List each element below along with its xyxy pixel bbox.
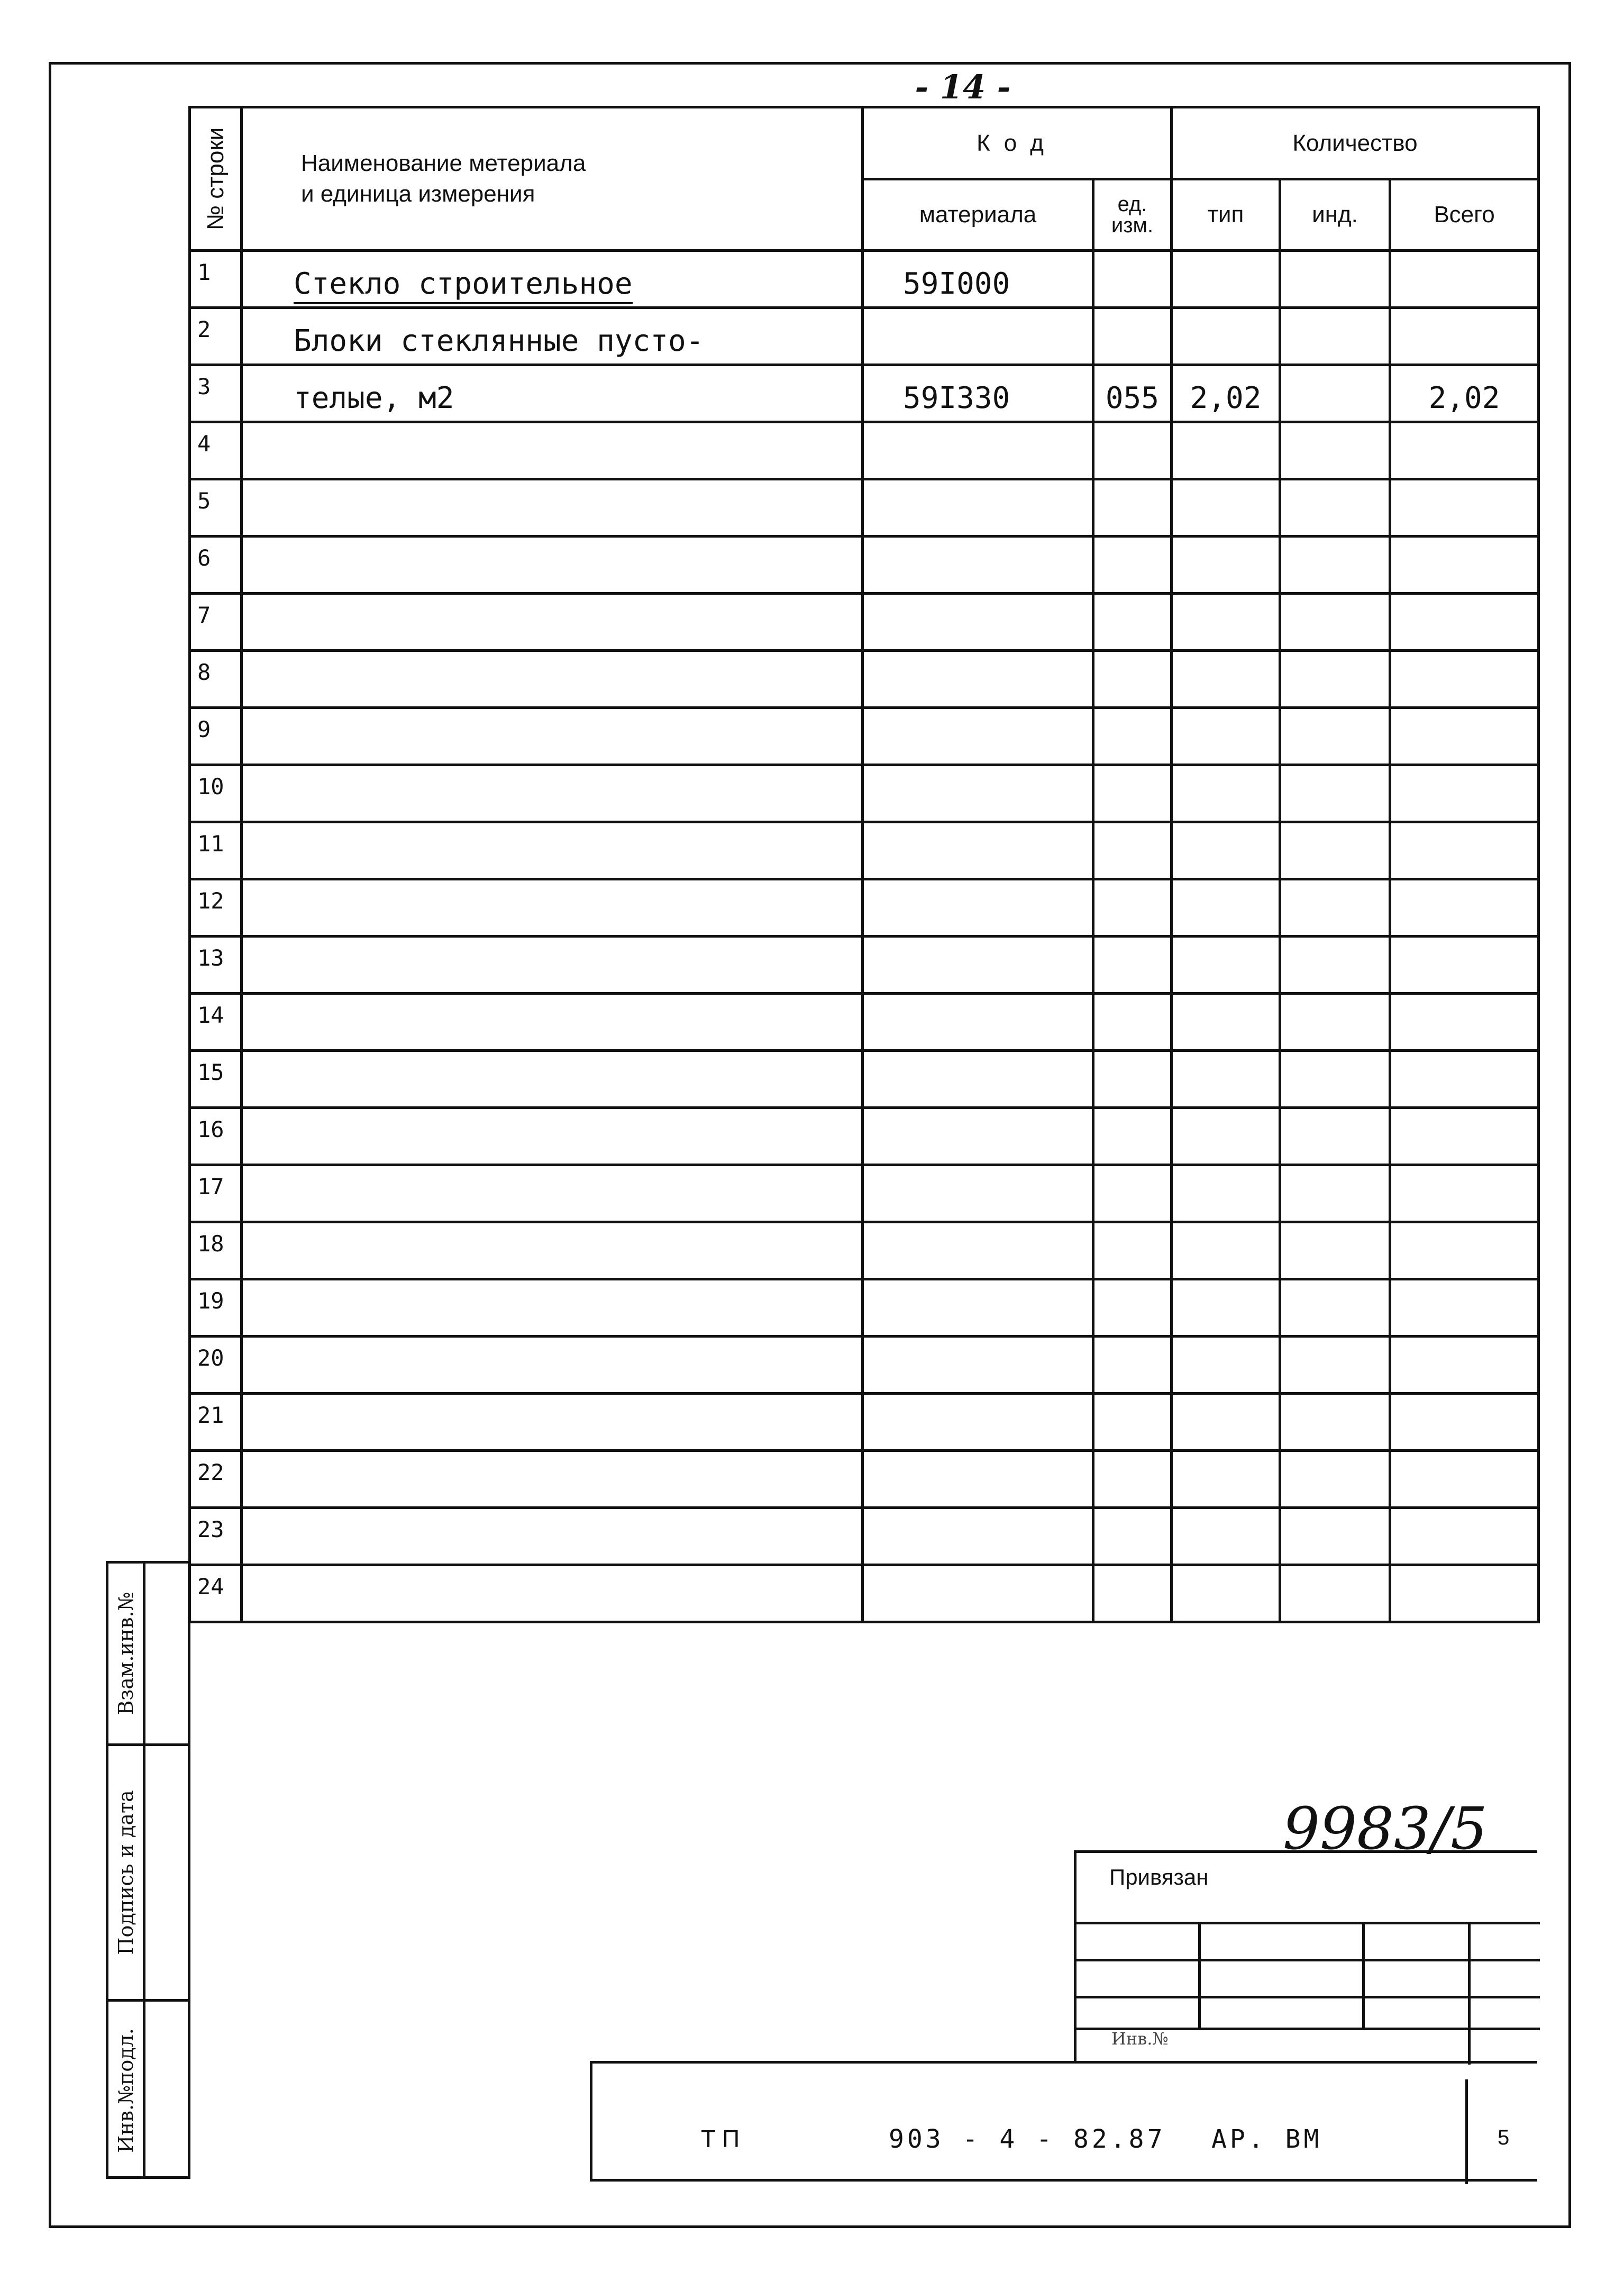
table-row [190, 1222, 1539, 1279]
side-label-vzam-inv: Взам.инв.№ [108, 1564, 145, 1743]
material-code [863, 537, 1093, 594]
qty-ind [1280, 1051, 1390, 1108]
qty-total [1390, 1108, 1539, 1165]
material-name [242, 994, 863, 1051]
qty-ind [1280, 537, 1390, 594]
material-code: 59I330 [863, 365, 1093, 422]
unit-code [1093, 1165, 1172, 1222]
qty-tip [1172, 1165, 1280, 1222]
row-number: 19 [190, 1279, 242, 1337]
unit-code [1093, 594, 1172, 651]
qty-tip [1172, 1451, 1280, 1508]
unit-code [1093, 1451, 1172, 1508]
row-number: 15 [190, 1051, 242, 1108]
unit-code [1093, 708, 1172, 765]
qty-tip [1172, 308, 1280, 365]
material-name [242, 422, 863, 479]
material-code: 59I000 [863, 251, 1093, 308]
qty-total [1390, 422, 1539, 479]
qty-total [1390, 1051, 1539, 1108]
row-number: 18 [190, 1222, 242, 1279]
qty-ind [1280, 1337, 1390, 1394]
qty-tip [1172, 994, 1280, 1051]
handwritten-number: 9983/5 [1283, 1795, 1488, 1862]
material-name [242, 651, 863, 708]
qty-ind [1280, 1451, 1390, 1508]
qty-ind [1280, 365, 1390, 422]
qty-tip [1172, 1279, 1280, 1337]
binding-inv-label: Инв.№ [1111, 2029, 1169, 2049]
material-name [242, 1337, 863, 1394]
material-name [242, 937, 863, 994]
material-name: Стекло строительное [242, 251, 863, 308]
row-number: 24 [190, 1565, 242, 1622]
header-material: материала [863, 179, 1093, 251]
material-code [863, 765, 1093, 822]
table-row [190, 765, 1539, 822]
qty-tip [1172, 708, 1280, 765]
unit-code [1093, 1337, 1172, 1394]
header-row-number: № строки [190, 107, 242, 251]
table-row [190, 1051, 1539, 1108]
material-name [242, 479, 863, 537]
material-name [242, 879, 863, 937]
row-number: 23 [190, 1508, 242, 1565]
material-code [863, 1337, 1093, 1394]
unit-code [1093, 422, 1172, 479]
table-row [190, 879, 1539, 937]
unit-code [1093, 1565, 1172, 1622]
unit-code [1093, 994, 1172, 1051]
material-name [242, 1508, 863, 1565]
row-number: 11 [190, 822, 242, 879]
row-number: 13 [190, 937, 242, 994]
row-number: 9 [190, 708, 242, 765]
row-number: 7 [190, 594, 242, 651]
row-number: 22 [190, 1451, 242, 1508]
qty-total [1390, 594, 1539, 651]
qty-ind [1280, 1279, 1390, 1337]
table-row [190, 365, 1539, 422]
table-row [190, 1565, 1539, 1622]
table-row [190, 1165, 1539, 1222]
unit-code [1093, 822, 1172, 879]
table-row [190, 1394, 1539, 1451]
qty-total [1390, 708, 1539, 765]
qty-tip [1172, 537, 1280, 594]
qty-tip [1172, 822, 1280, 879]
material-name [242, 594, 863, 651]
row-number: 14 [190, 994, 242, 1051]
qty-tip [1172, 594, 1280, 651]
material-code [863, 708, 1093, 765]
title-tp: ТП [701, 2125, 746, 2152]
side-label-podpis-data: Подпись и дата [108, 1746, 145, 1999]
qty-total [1390, 879, 1539, 937]
qty-ind [1280, 479, 1390, 537]
qty-tip [1172, 651, 1280, 708]
table-row [190, 1108, 1539, 1165]
header-name-line1: Наименование метериала [301, 150, 586, 176]
table-row [190, 251, 1539, 308]
qty-total [1390, 937, 1539, 994]
material-code [863, 308, 1093, 365]
qty-ind [1280, 937, 1390, 994]
row-number: 20 [190, 1337, 242, 1394]
qty-tip [1172, 422, 1280, 479]
table-row [190, 994, 1539, 1051]
side-label-inv-podl: Инв.№подл. [108, 2002, 145, 2179]
qty-total [1390, 765, 1539, 822]
material-code [863, 479, 1093, 537]
table-row [190, 1451, 1539, 1508]
row-number: 4 [190, 422, 242, 479]
unit-code [1093, 651, 1172, 708]
unit-code [1093, 879, 1172, 937]
stamp-vline [1362, 1922, 1365, 2028]
qty-ind [1280, 422, 1390, 479]
qty-total [1390, 537, 1539, 594]
material-name [242, 1051, 863, 1108]
material-name [242, 1451, 863, 1508]
material-code [863, 1565, 1093, 1622]
material-code [863, 822, 1093, 879]
table-row [190, 1508, 1539, 1565]
material-code [863, 1222, 1093, 1279]
qty-ind [1280, 651, 1390, 708]
material-name [242, 1165, 863, 1222]
qty-tip [1172, 1508, 1280, 1565]
material-code [863, 594, 1093, 651]
title-project-code: 903 - 4 - 82.87 [889, 2124, 1166, 2154]
unit-code [1093, 1051, 1172, 1108]
unit-code: 055 [1093, 365, 1172, 422]
qty-tip [1172, 1337, 1280, 1394]
unit-code [1093, 1108, 1172, 1165]
material-code [863, 994, 1093, 1051]
qty-ind [1280, 994, 1390, 1051]
title-section: АР. ВМ [1211, 2124, 1322, 2154]
qty-total [1390, 822, 1539, 879]
material-code [863, 1451, 1093, 1508]
unit-code [1093, 479, 1172, 537]
unit-code [1093, 937, 1172, 994]
qty-tip [1172, 1565, 1280, 1622]
row-number: 8 [190, 651, 242, 708]
header-ind: инд. [1280, 179, 1390, 251]
table-row [190, 937, 1539, 994]
qty-total [1390, 1279, 1539, 1337]
binding-label: Привязан [1109, 1865, 1209, 1889]
row-number: 10 [190, 765, 242, 822]
qty-tip [1172, 1108, 1280, 1165]
stamp-vline [1198, 1922, 1201, 2028]
row-number: 16 [190, 1108, 242, 1165]
unit-code [1093, 537, 1172, 594]
material-name: телые, м2 [242, 365, 863, 422]
row-number: 2 [190, 308, 242, 365]
material-code [863, 937, 1093, 994]
title-block [590, 2061, 1537, 2182]
qty-tip [1172, 1394, 1280, 1451]
material-code [863, 1108, 1093, 1165]
header-vsego: Всего [1390, 179, 1539, 251]
qty-ind [1280, 308, 1390, 365]
qty-ind [1280, 879, 1390, 937]
title-sheet-number: 5 [1498, 2126, 1510, 2149]
table-row [190, 822, 1539, 879]
header-tip: тип [1172, 179, 1280, 251]
material-code [863, 422, 1093, 479]
unit-code [1093, 1508, 1172, 1565]
title-sheet-cell [1465, 2079, 1540, 2184]
unit-code [1093, 1222, 1172, 1279]
unit-code [1093, 251, 1172, 308]
qty-ind [1280, 822, 1390, 879]
qty-ind [1280, 1394, 1390, 1451]
qty-total [1390, 1165, 1539, 1222]
qty-ind [1280, 765, 1390, 822]
qty-ind [1280, 1108, 1390, 1165]
material-code [863, 1279, 1093, 1337]
binding-stamp [1074, 1850, 1537, 2062]
qty-ind [1280, 1565, 1390, 1622]
qty-ind [1280, 1222, 1390, 1279]
qty-total [1390, 1337, 1539, 1394]
header-kod: Код [863, 107, 1172, 179]
table-row [190, 479, 1539, 537]
qty-tip: 2,02 [1172, 365, 1280, 422]
qty-tip [1172, 1222, 1280, 1279]
qty-ind [1280, 1165, 1390, 1222]
unit-code [1093, 1394, 1172, 1451]
material-name: Блоки стеклянные пусто- [242, 308, 863, 365]
qty-total [1390, 251, 1539, 308]
material-name [242, 537, 863, 594]
material-name [242, 822, 863, 879]
row-number: 12 [190, 879, 242, 937]
material-name [242, 708, 863, 765]
table-row [190, 1279, 1539, 1337]
qty-total [1390, 308, 1539, 365]
qty-tip [1172, 251, 1280, 308]
header-ed-izm: ед. изм. [1093, 179, 1172, 251]
material-name [242, 765, 863, 822]
qty-tip [1172, 765, 1280, 822]
material-code [863, 1051, 1093, 1108]
material-name [242, 1565, 863, 1622]
row-number: 5 [190, 479, 242, 537]
row-number: 1 [190, 251, 242, 308]
materials-table [188, 106, 1540, 1623]
qty-tip [1172, 879, 1280, 937]
qty-total: 2,02 [1390, 365, 1539, 422]
qty-tip [1172, 1051, 1280, 1108]
table-row [190, 651, 1539, 708]
material-code [863, 1394, 1093, 1451]
qty-ind [1280, 251, 1390, 308]
material-code [863, 651, 1093, 708]
stamp-vline [1468, 1922, 1471, 2065]
qty-total [1390, 1565, 1539, 1622]
table-row [190, 537, 1539, 594]
qty-total [1390, 651, 1539, 708]
table-row [190, 422, 1539, 479]
row-number: 3 [190, 365, 242, 422]
table-row [190, 1337, 1539, 1394]
material-name [242, 1222, 863, 1279]
material-code [863, 1165, 1093, 1222]
material-code [863, 1508, 1093, 1565]
qty-total [1390, 1508, 1539, 1565]
header-name-line2: и единица измерения [301, 181, 535, 207]
row-number: 21 [190, 1394, 242, 1451]
qty-total [1390, 1394, 1539, 1451]
table-row [190, 308, 1539, 365]
qty-ind [1280, 594, 1390, 651]
material-code [863, 879, 1093, 937]
qty-total [1390, 994, 1539, 1051]
header-kolichestvo: Количество [1172, 107, 1539, 179]
qty-total [1390, 479, 1539, 537]
material-name [242, 1394, 863, 1451]
table-row [190, 708, 1539, 765]
side-stamp [106, 1561, 190, 2179]
row-number: 6 [190, 537, 242, 594]
material-name [242, 1279, 863, 1337]
qty-total [1390, 1451, 1539, 1508]
qty-total [1390, 1222, 1539, 1279]
table-row [190, 594, 1539, 651]
material-name [242, 1108, 863, 1165]
unit-code [1093, 765, 1172, 822]
qty-tip [1172, 479, 1280, 537]
qty-tip [1172, 937, 1280, 994]
header-material-name [242, 107, 863, 251]
row-number: 17 [190, 1165, 242, 1222]
unit-code [1093, 1279, 1172, 1337]
unit-code [1093, 308, 1172, 365]
page-number: - 14 - [915, 68, 1011, 106]
qty-ind [1280, 1508, 1390, 1565]
qty-ind [1280, 708, 1390, 765]
